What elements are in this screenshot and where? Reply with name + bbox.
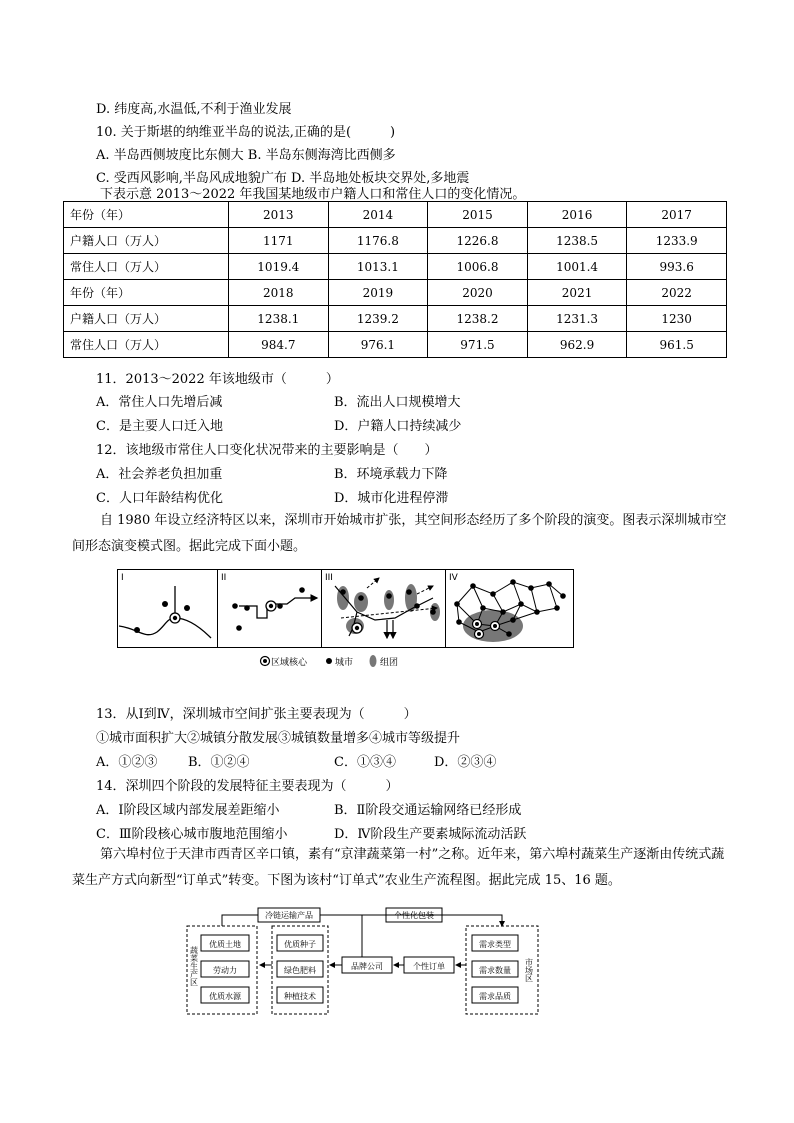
legend-cluster-label: 组团 xyxy=(380,658,399,668)
table-cell: 1233.9 xyxy=(627,228,727,254)
row-header-cell: 户籍人口（万人） xyxy=(64,228,229,254)
table-cell: 1231.3 xyxy=(527,306,627,332)
legend-city-label: 城市 xyxy=(335,658,354,668)
table-cell: 976.1 xyxy=(328,332,428,358)
q14-option-a: A．Ⅰ阶段区域内部发展差距缩小 xyxy=(96,803,280,818)
q12-stem: 12．该地级市常住人口变化状况带来的主要影响是（ ） xyxy=(96,443,438,458)
q10-stem: 10. 关于斯堪的纳维亚半岛的说法,正确的是( ) xyxy=(96,125,396,140)
table-cell: 1238.5 xyxy=(527,228,627,254)
row-header-cell: 常住人口（万人） xyxy=(64,254,229,280)
veg-area-label: 蔬菜生产区 xyxy=(189,946,199,986)
table-cell: 971.5 xyxy=(428,332,528,358)
panel-label-2: II xyxy=(221,573,227,583)
q11-option-a: A．常住人口先增后减 xyxy=(96,395,223,410)
legend-core-label: 区域核心 xyxy=(271,658,308,668)
table-cell: 2021 xyxy=(527,280,627,306)
table-cell: 1171 xyxy=(229,228,329,254)
mid-item-1: 优质种子 xyxy=(284,940,316,949)
q13-option-b: B．①②④ xyxy=(188,755,250,770)
q11-stem: 11．2013～2022 年该地级市（ ） xyxy=(96,372,339,387)
packaging-label: 个性化包装 xyxy=(394,911,434,920)
right-item-1: 需求类型 xyxy=(479,940,511,949)
market-area-label: 市场区 xyxy=(524,958,534,982)
q13-choices: ①城市面积扩大②城镇分散发展③城镇数量增多④城市等级提升 xyxy=(96,731,461,746)
table-cell: 2016 xyxy=(527,202,627,228)
table-cell: 993.6 xyxy=(627,254,727,280)
order-label: 个性订单 xyxy=(413,962,445,971)
panel-label-1: I xyxy=(121,573,124,583)
table-row xyxy=(64,254,727,280)
panel-frame-1 xyxy=(118,570,218,648)
q11-option-b: B．流出人口规模增大 xyxy=(334,395,461,410)
table-cell: 1226.8 xyxy=(428,228,528,254)
table-cell: 2017 xyxy=(627,202,727,228)
table-cell: 984.7 xyxy=(229,332,329,358)
mid-item-2: 绿色肥料 xyxy=(284,966,316,975)
right-item-2: 需求数量 xyxy=(479,966,511,975)
panel-4-sketch xyxy=(454,579,566,642)
row-header-cell: 年份（年） xyxy=(64,202,229,228)
table-cell: 961.5 xyxy=(627,332,727,358)
q12-option-b: B．环境承载力下降 xyxy=(334,467,448,482)
table-cell: 1238.1 xyxy=(229,306,329,332)
table-cell: 2022 xyxy=(627,280,727,306)
population-table xyxy=(63,201,727,358)
table-row xyxy=(64,332,727,358)
table-cell: 1013.1 xyxy=(328,254,428,280)
q13-option-c: C．①③④ xyxy=(334,755,396,770)
q13-stem: 13．从Ⅰ到Ⅳ，深圳城市空间扩张主要表现为（ ） xyxy=(96,707,417,722)
table-cell: 2020 xyxy=(428,280,528,306)
table-row xyxy=(64,280,727,306)
row-header-cell: 年份（年） xyxy=(64,280,229,306)
table-cell: 2018 xyxy=(229,280,329,306)
left-item-2: 劳动力 xyxy=(213,966,237,975)
left-item-1: 优质土地 xyxy=(209,940,241,949)
table-cell: 2014 xyxy=(328,202,428,228)
q12-option-c: C．人口年龄结构优化 xyxy=(96,491,223,506)
table-cell: 1001.4 xyxy=(527,254,627,280)
row-header-cell: 户籍人口（万人） xyxy=(64,306,229,332)
order-agriculture-flowchart xyxy=(186,906,542,1016)
village-intro: 第六埠村位于天津市西青区辛口镇，素有“京津蔬菜第一村”之称。近年来，第六埠村蔬菜生产逐渐由传统式蔬菜生产方式向新型“订单式”转变。下图为该村“订单式”农业生产流程图。据此完成 15、16 题。 xyxy=(72,847,725,888)
q14-option-b: B．Ⅱ阶段交通运输网络已经形成 xyxy=(334,803,522,818)
mid-item-3: 种植技术 xyxy=(284,992,316,1001)
table-cell: 962.9 xyxy=(527,332,627,358)
shenzhen-evolution-figure xyxy=(117,568,577,672)
table-row xyxy=(64,202,727,228)
q12-option-d: D．城市化进程停滞 xyxy=(334,491,449,506)
q12-option-a: A．社会养老负担加重 xyxy=(96,467,223,482)
panel-1-sketch xyxy=(119,586,211,638)
figure1-legend xyxy=(261,655,399,668)
company-label: 品牌公司 xyxy=(351,962,383,971)
panel-3-sketch xyxy=(335,578,440,638)
right-item-3: 需求品质 xyxy=(479,992,511,1001)
table-row xyxy=(64,306,727,332)
table-cell: 1230 xyxy=(627,306,727,332)
row-header-cell: 常住人口（万人） xyxy=(64,332,229,358)
table-cell: 1239.2 xyxy=(328,306,428,332)
q10-options-ab: A. 半岛西侧坡度比东侧大 B. 半岛东侧海湾比西侧多 xyxy=(96,148,396,163)
left-item-3: 优质水源 xyxy=(209,992,241,1001)
table-cell: 1176.8 xyxy=(328,228,428,254)
cold-chain-label: 冷链运输产品 xyxy=(265,911,313,920)
panel-label-4: IV xyxy=(449,573,458,583)
q11-option-c: C．是主要人口迁入地 xyxy=(96,419,223,434)
q13-option-a: A．①②③ xyxy=(96,755,158,770)
q13-option-d: D．②③④ xyxy=(434,755,497,770)
table-row xyxy=(64,228,727,254)
table-cell: 1006.8 xyxy=(428,254,528,280)
table-cell: 1019.4 xyxy=(229,254,329,280)
q14-stem: 14．深圳四个阶段的发展特征主要表现为（ ） xyxy=(96,779,399,794)
shenzhen-intro: 自 1980 年设立经济特区以来，深圳市开始城市扩张，其空间形态经历了多个阶段的演变。图表示深圳城市空间形态演变模式图。据此完成下面小题。 xyxy=(72,513,727,554)
table-cell: 1238.2 xyxy=(428,306,528,332)
q14-option-d: D．Ⅳ阶段生产要素城际流动活跃 xyxy=(334,827,527,842)
table-cell: 2013 xyxy=(229,202,329,228)
panel-2-sketch xyxy=(232,587,317,631)
table-intro: 下表示意 2013～2022 年我国某地级市户籍人口和常住人口的变化情况。 xyxy=(100,187,526,202)
q10-options-cd: C. 受西风影响,半岛风成地貌广布 D. 半岛地处板块交界处,多地震 xyxy=(96,171,470,186)
q9-option-d: D. 纬度高,水温低,不利于渔业发展 xyxy=(96,102,292,117)
q14-option-c: C．Ⅲ阶段核心城市腹地范围缩小 xyxy=(96,827,288,842)
table-cell: 2019 xyxy=(328,280,428,306)
q11-option-d: D．户籍人口持续减少 xyxy=(334,419,462,434)
table-cell: 2015 xyxy=(428,202,528,228)
panel-label-3: III xyxy=(325,573,333,583)
